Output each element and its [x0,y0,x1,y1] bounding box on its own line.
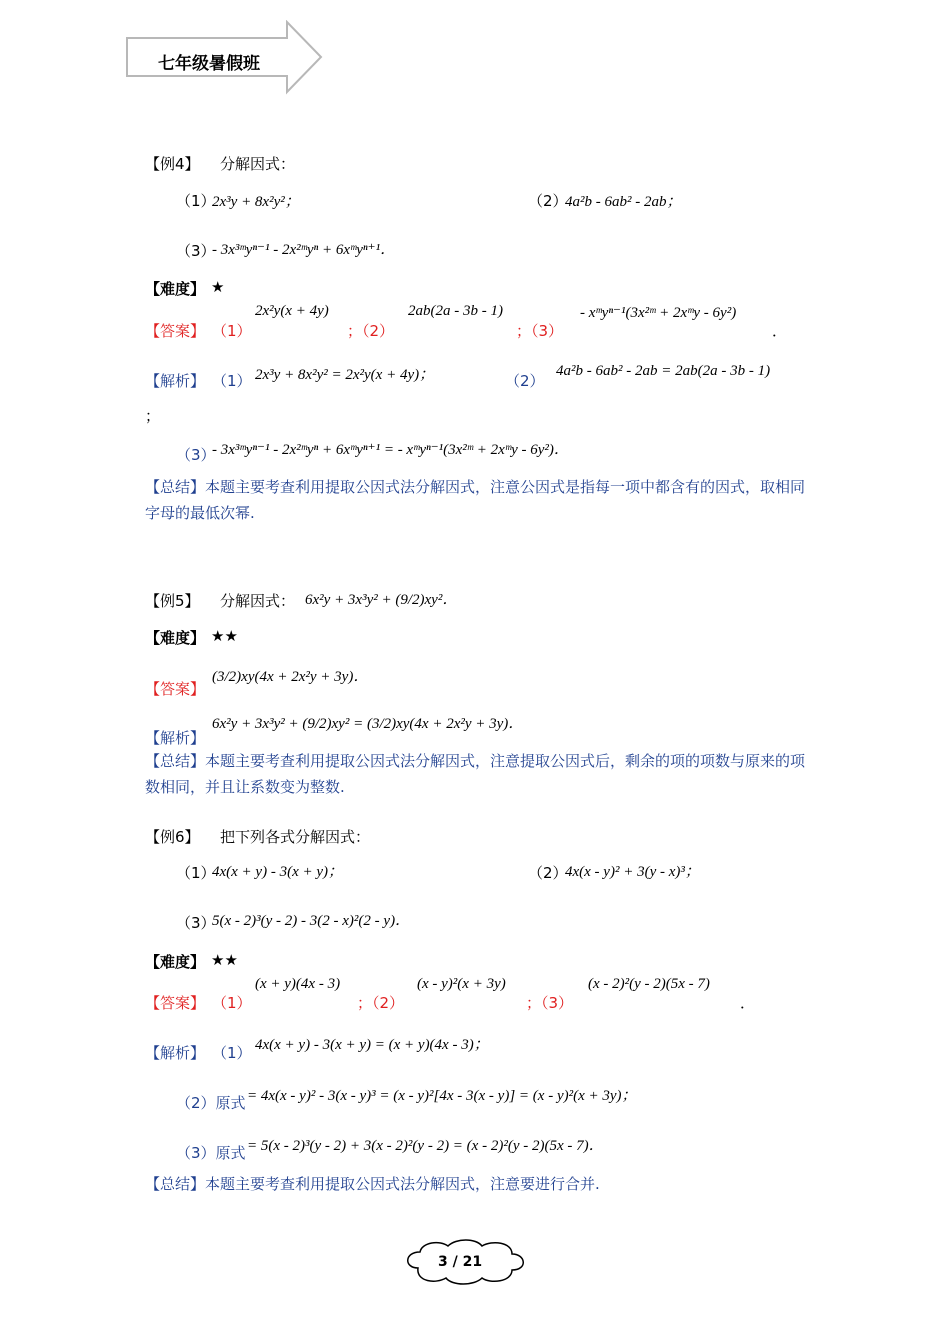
ex5-prompt: 分解因式： [220,592,296,610]
ex4-q3-label: （3） [176,242,216,260]
ex6-q2-label: （2） [528,864,568,882]
ex5-analysis: 6x²y + 3x³y² + (9/2)xy² = (3/2)xy(4x + 2x²y + 3y)． [212,716,524,732]
page-number: 3 / 21 [438,1254,483,1270]
ex4-analysis-1: 2x³y + 8x²y² = 2x²y(x + 4y)； [255,367,435,383]
ex6-answer-3: (x - 2)²(y - 2)(5x - 7) [588,976,710,992]
ex6-analysis-label: 【解析】 [145,1044,206,1062]
ex5-summary: 【总结】本题主要考查利用提取公因式法分解因式，注意提取公因式后，剩余的项的项数与原来的项数相同，并且让系数变为整数. [145,752,806,796]
ex6-answer-label: 【答案】 [145,994,206,1012]
ex4-answer-3: - xᵐyⁿ⁻¹(3x²ᵐ + 2xᵐy - 6y²) [580,305,737,321]
ex5-difficulty-stars: ★★ [211,627,238,645]
ex6-q3-label: （3） [176,914,216,932]
ex6-answer-2-label: ；（2） [357,994,405,1012]
ex6-answer-2: (x - y)²(x + 3y) [417,976,506,992]
ex6-analysis-2-label: （2）原式 [176,1094,246,1112]
ex4-summary: 【总结】本题主要考查利用提取公因式法分解因式，注意公因式是指每一项中都含有的因式，取相同字母的最低次幂. [145,478,806,522]
ex6-difficulty-stars: ★★ [211,951,238,969]
ex4-difficulty-label: 【难度】 [145,280,206,298]
ex4-difficulty-stars: ★ [211,278,225,296]
header-title: 七年级暑假班 [158,54,260,74]
ex6-summary: 【总结】本题主要考查利用提取公因式法分解因式，注意要进行合并. [145,1175,600,1193]
ex5-label: 【例5】 [145,592,200,610]
ex4-q3-math: - 3x³ᵐyⁿ⁻¹ - 2x²ᵐyⁿ + 6xᵐyⁿ⁺¹． [212,242,396,258]
ex6-answer-1-label: （1） [212,994,252,1012]
ex6-q1-label: （1） [176,864,216,882]
ex4-analysis-2-end: ； [145,407,161,425]
ex6-analysis-2: = 4x(x - y)² - 3(x - y)³ = (x - y)²[4x - 3(x - y)] = (x - y)²(x + 3y)； [247,1088,637,1104]
ex4-answer-1-label: （1） [212,322,252,340]
ex5-analysis-label: 【解析】 [145,729,206,747]
ex6-analysis-1: 4x(x + y) - 3(x + y) = (x + y)(4x - 3)； [255,1037,489,1053]
ex4-analysis-1-label: （1） [212,372,252,390]
ex4-analysis-3-label: （3） [176,446,216,464]
ex4-answer-1: 2x²y(x + 4y) [255,303,329,319]
ex4-label: 【例4】 [145,155,200,173]
ex4-answer-end: ． [772,322,788,340]
ex5-answer-label: 【答案】 [145,680,206,698]
ex6-q3-math: 5(x - 2)³(y - 2) - 3(2 - x)²(2 - y)． [212,913,411,929]
ex4-analysis-2-label: （2） [505,372,545,390]
ex5-answer: (3/2)xy(4x + 2x²y + 3y)． [212,669,369,685]
ex6-analysis-3-label: （3）原式 [176,1144,246,1162]
ex6-answer-end: ． [740,994,756,1012]
ex6-analysis-1-label: （1） [212,1044,252,1062]
ex5-difficulty-label: 【难度】 [145,629,206,647]
ex6-answer-1: (x + y)(4x - 3) [255,976,341,992]
ex5-question-math: 6x²y + 3x³y² + (9/2)xy²． [305,592,458,608]
ex4-prompt: 分解因式： [220,155,296,173]
ex6-q2-math: 4x(x - y)² + 3(y - x)³； [565,864,700,880]
ex4-analysis-2: 4a²b - 6ab² - 2ab = 2ab(2a - 3b - 1) [556,363,771,379]
ex6-label: 【例6】 [145,828,200,846]
ex4-answer-2-label: ；（2） [347,322,395,340]
ex4-analysis-3: - 3x³ᵐyⁿ⁻¹ - 2x²ᵐyⁿ + 6xᵐyⁿ⁺¹ = - xᵐyⁿ⁻¹(3x²ᵐ + 2xᵐy - 6y²)． [212,442,569,458]
ex4-analysis-label: 【解析】 [145,372,206,390]
ex4-answer-2: 2ab(2a - 3b - 1) [408,303,503,319]
ex6-answer-3-label: ；（3） [526,994,574,1012]
ex6-prompt: 把下列各式分解因式： [220,828,371,846]
ex6-difficulty-label: 【难度】 [145,953,206,971]
ex4-q1-math: 2x³y + 8x²y²； [212,194,300,210]
ex4-answer-3-label: ；（3） [516,322,564,340]
ex6-analysis-3: = 5(x - 2)³(y - 2) + 3(x - 2)²(y - 2) = (x - 2)²(y - 2)(5x - 7)． [247,1138,604,1154]
ex4-q1-label: （1） [176,192,216,210]
ex4-answer-label: 【答案】 [145,322,206,340]
ex4-q2-label: （2） [528,192,568,210]
ex4-q2-math: 4a²b - 6ab² - 2ab； [565,194,682,210]
ex6-q1-math: 4x(x + y) - 3(x + y)； [212,864,344,880]
